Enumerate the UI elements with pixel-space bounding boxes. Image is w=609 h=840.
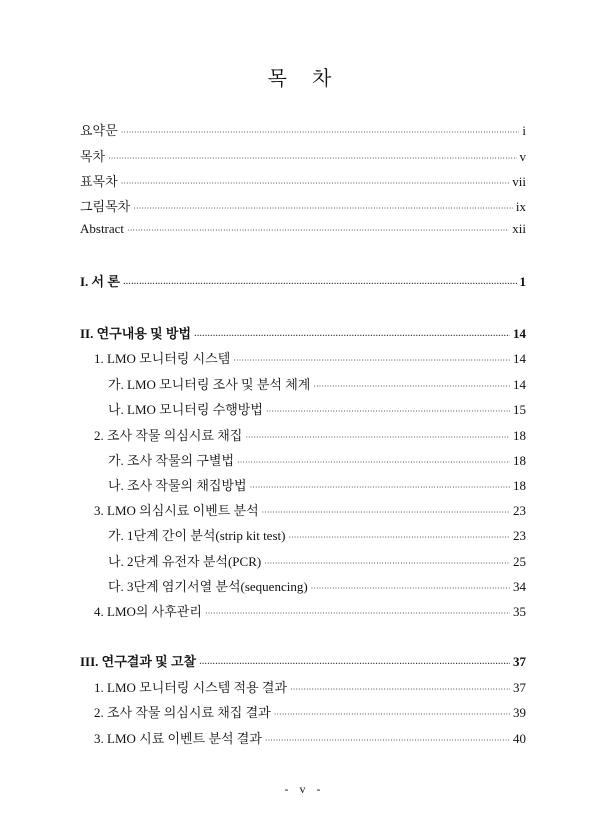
toc-entry-label: 1. LMO 모니터링 시스템 적용 결과 <box>94 680 288 695</box>
toc-entry-page: 39 <box>513 705 526 720</box>
toc-subsection-2-1-a[interactable] <box>80 374 526 393</box>
dot-leader <box>288 528 510 544</box>
toc-entry-summary[interactable] <box>80 120 526 139</box>
toc-entry-page: 40 <box>513 731 526 746</box>
dot-leader <box>205 604 510 620</box>
dot-leader <box>108 149 516 165</box>
toc-subsection-2-3-a[interactable] <box>80 525 526 544</box>
toc-entry-page: 25 <box>513 554 526 569</box>
toc-entry-contents[interactable] <box>80 146 526 165</box>
toc-entry-table-list[interactable] <box>80 171 526 190</box>
dot-leader <box>237 453 510 469</box>
toc-entry-page: 18 <box>513 428 526 443</box>
toc-entry-page: i <box>522 123 526 138</box>
toc-section-2-1[interactable] <box>80 348 526 367</box>
dot-leader <box>265 731 510 747</box>
dot-leader <box>194 326 510 342</box>
toc-subsection-2-1-b[interactable] <box>80 399 526 418</box>
toc-entry-page: v <box>519 149 526 164</box>
toc-section-3-3[interactable] <box>80 728 526 747</box>
toc-entry-page: vii <box>512 174 526 189</box>
toc-entry-figure-list[interactable] <box>80 196 526 215</box>
toc-entry-label: 목차 <box>80 149 106 164</box>
toc-section-2-3[interactable] <box>80 500 526 519</box>
dot-leader <box>233 351 510 367</box>
toc-entry-label: 가. LMO 모니터링 조사 및 분석 체계 <box>108 377 311 392</box>
dot-leader <box>199 654 510 670</box>
toc-entry-label: 2. 조사 작물 의심시료 채집 <box>94 428 243 443</box>
toc-section-2-2[interactable] <box>80 425 526 444</box>
toc-chapter-3[interactable] <box>80 651 526 670</box>
toc-entry-label: 3. LMO 의심시료 이벤트 분석 <box>94 503 259 518</box>
toc-chapter-2[interactable] <box>80 323 526 342</box>
toc-entry-label: III. 연구결과 및 고찰 <box>80 654 197 669</box>
page-number-footer: - v - <box>284 782 325 796</box>
toc-entry-label: II. 연구내용 및 방법 <box>80 326 192 341</box>
dot-leader <box>123 274 517 290</box>
toc-entry-label: 3. LMO 시료 이벤트 분석 결과 <box>94 731 262 746</box>
toc-entry-page: 14 <box>513 351 526 366</box>
toc-entry-label: 나. 2단계 유전자 분석(PCR) <box>108 554 262 569</box>
toc-entry-page: 35 <box>513 604 526 619</box>
toc-entry-label: 요약문 <box>80 123 118 138</box>
toc-entry-label: Abstract <box>80 221 125 236</box>
toc-entry-page: 18 <box>513 453 526 468</box>
toc-section-2-4[interactable] <box>80 601 526 620</box>
dot-leader <box>245 428 510 444</box>
dot-leader <box>121 174 510 190</box>
toc-entry-label: 다. 3단계 염기서열 분석(sequencing) <box>108 579 308 594</box>
toc-entry-page: 15 <box>513 402 526 417</box>
toc-entry-page: 14 <box>513 377 526 392</box>
toc-entry-page: 37 <box>513 654 526 669</box>
toc-entry-label: 표목차 <box>80 174 118 189</box>
dot-leader <box>250 478 510 494</box>
dot-leader <box>290 680 510 696</box>
toc-entry-label: 가. 조사 작물의 구별법 <box>108 453 235 468</box>
toc-entry-page: xii <box>512 221 526 236</box>
toc-entry-page: 14 <box>513 326 526 341</box>
toc-chapter-1[interactable] <box>80 271 526 290</box>
toc-entry-page: 23 <box>513 503 526 518</box>
toc-subsection-2-2-a[interactable] <box>80 450 526 469</box>
page-title: 목 차 <box>267 68 342 90</box>
toc-entry-page: ix <box>515 199 526 214</box>
toc-entry-label: 4. LMO의 사후관리 <box>94 604 202 619</box>
dot-leader <box>264 554 510 570</box>
toc-entry-page: 23 <box>513 528 526 543</box>
dot-leader <box>133 199 513 215</box>
toc-entry-label: 그림목차 <box>80 199 131 214</box>
toc-entry-page: 18 <box>513 478 526 493</box>
toc-entry-label: 나. 조사 작물의 채집방법 <box>108 478 247 493</box>
toc-entry-abstract[interactable] <box>80 221 526 237</box>
toc-entry-page: 1 <box>519 274 526 289</box>
dot-leader <box>121 123 520 139</box>
dot-leader <box>266 402 510 418</box>
toc-section-3-2[interactable] <box>80 702 526 721</box>
toc-subsection-2-2-b[interactable] <box>80 475 526 494</box>
dot-leader <box>127 221 509 237</box>
toc-section-3-1[interactable] <box>80 677 526 696</box>
toc-entry-label: I. 서 론 <box>80 274 120 289</box>
dot-leader <box>313 377 510 393</box>
toc-entry-label: 가. 1단계 간이 분석(strip kit test) <box>108 528 286 543</box>
toc-entry-label: 나. LMO 모니터링 수행방법 <box>108 402 263 417</box>
toc-entry-label: 2. 조사 작물 의심시료 채집 결과 <box>94 705 271 720</box>
toc-entry-page: 34 <box>513 579 526 594</box>
toc-entry-label: 1. LMO 모니터링 시스템 <box>94 351 231 366</box>
dot-leader <box>262 503 510 519</box>
dot-leader <box>274 705 510 721</box>
toc-subsection-2-3-b[interactable] <box>80 551 526 570</box>
dot-leader <box>311 579 510 595</box>
toc-entry-page: 37 <box>513 680 526 695</box>
toc-subsection-2-3-c[interactable] <box>80 576 526 595</box>
